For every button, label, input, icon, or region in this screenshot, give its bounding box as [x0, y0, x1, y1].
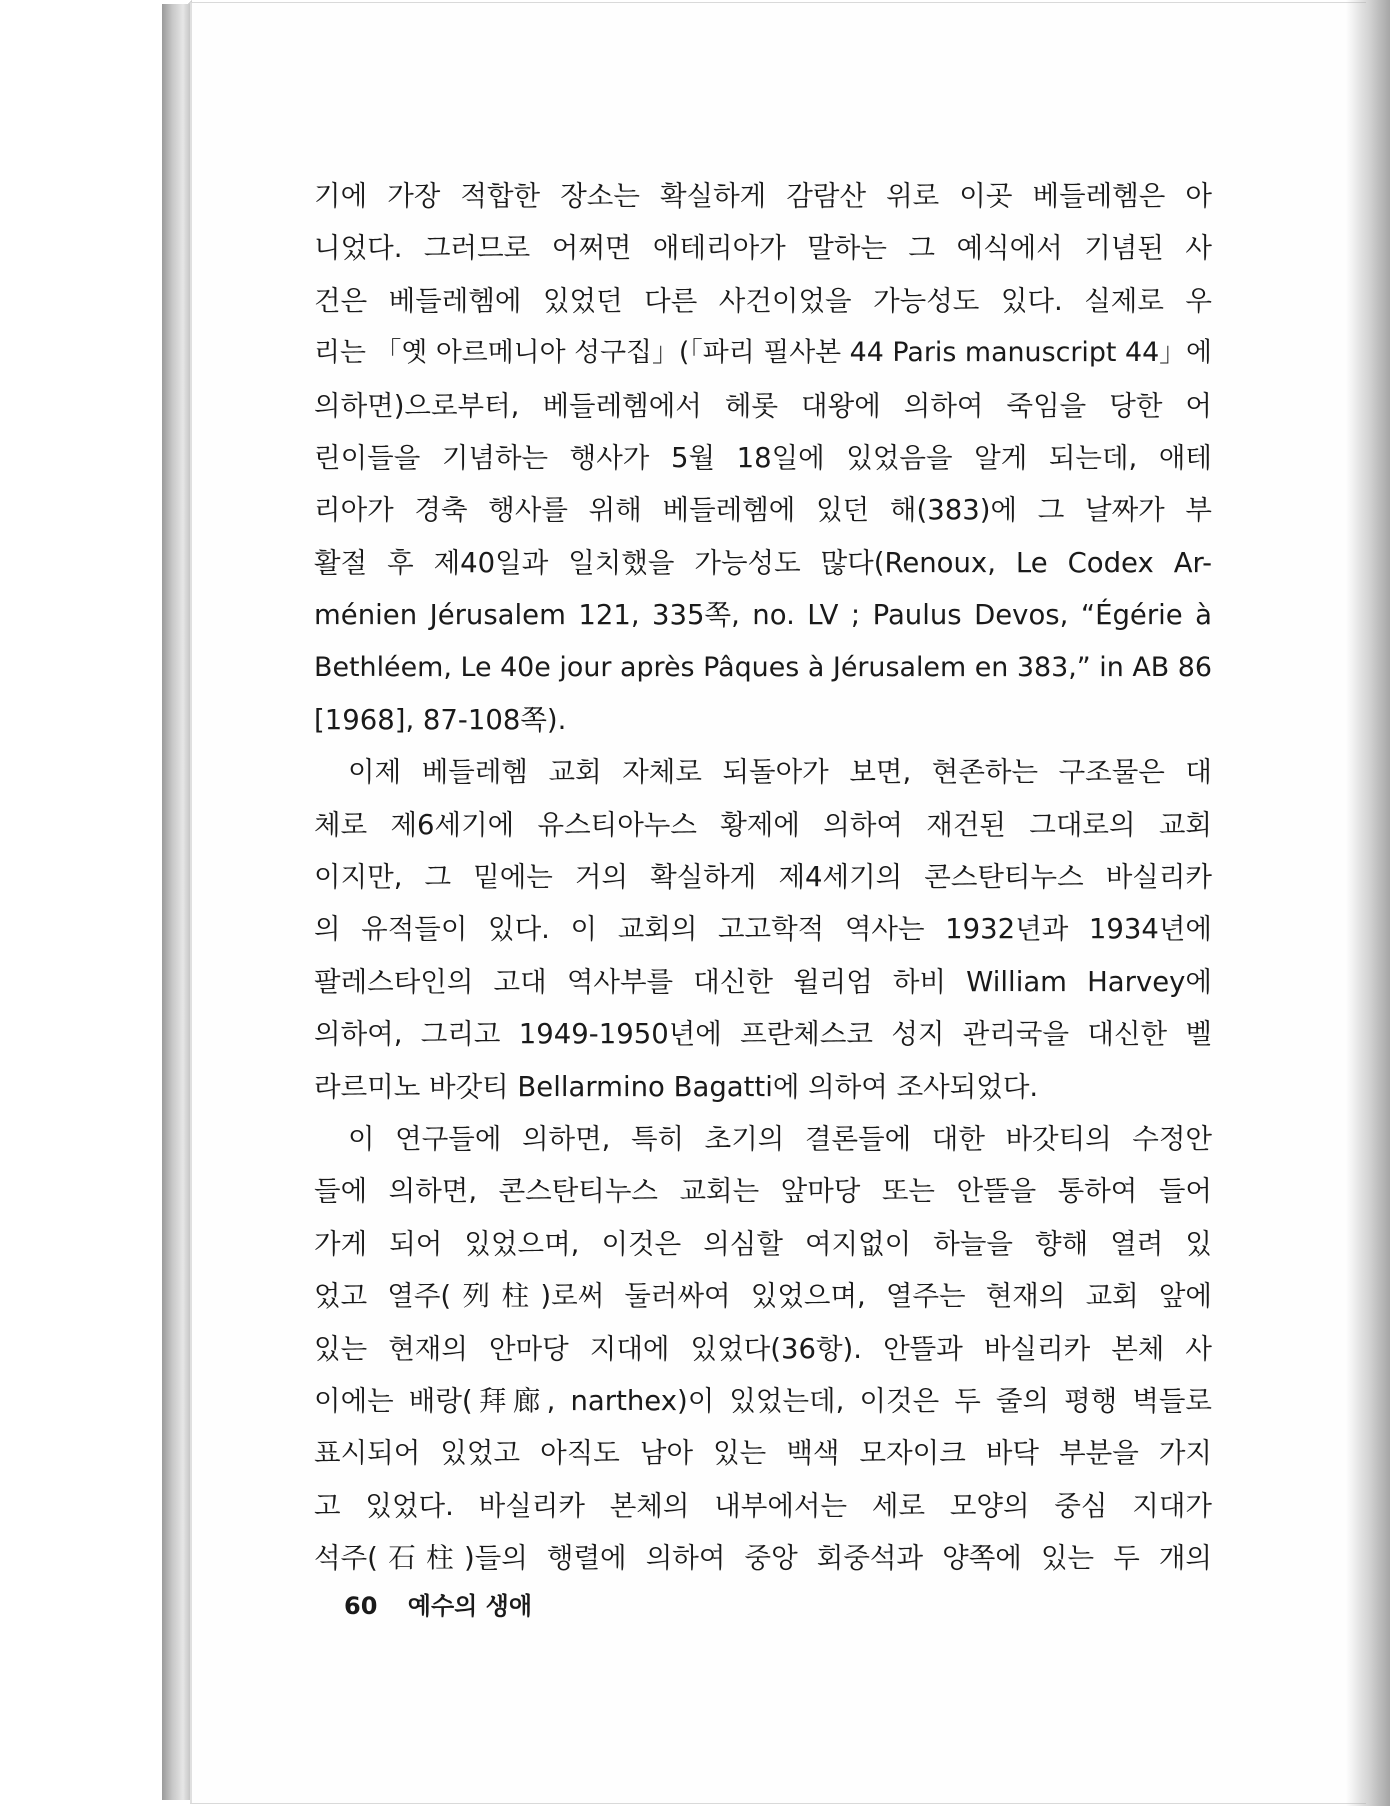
- text-line: 리아가 경축 행사를 위해 베들레헴에 있던 해(383)에 그 날짜가 부: [314, 494, 1212, 527]
- book-spine: [162, 4, 192, 1800]
- text-line: 리는 「옛 아르메니아 성구집」(「파리 필사본 44 Paris manuscript 44」에: [314, 337, 1212, 369]
- text-line: 있는 현재의 안마당 지대에 있었다(36항). 안뜰과 바실리카 본체 사: [314, 1332, 1212, 1365]
- text-line: ménien Jérusalem 121, 335쪽, no. LV ; Paulus Devos, “Égérie à: [314, 599, 1212, 632]
- text-line: 었고 열주(列柱)로써 둘러싸여 있었으며, 열주는 현재의 교회 앞에: [314, 1280, 1212, 1313]
- text-line: [1968], 87-108쪽).: [314, 703, 567, 736]
- page-number: 60: [344, 1592, 378, 1620]
- text-line: 이에는 배랑(拜廊, narthex)이 있었는데, 이것은 두 줄의 평행 벽들로: [314, 1384, 1212, 1417]
- running-title: 예수의 생애: [407, 1592, 533, 1620]
- text-line: 건은 베들레헴에 있었던 다른 사건이었을 가능성도 있다. 실제로 우: [314, 284, 1212, 317]
- text-line: 활절 후 제40일과 일치했을 가능성도 많다(Renoux, Le Codex Ar-: [314, 546, 1212, 579]
- paragraph-start-line: 이 연구들에 의하면, 특히 초기의 결론들에 대한 바갓티의 수정안: [348, 1123, 1212, 1156]
- text-line: 린이들을 기념하는 행사가 5월 18일에 있었음을 알게 되는데, 애테: [314, 441, 1212, 474]
- text-line: Bethléem, Le 40e jour après Pâques à Jérusalem en 383,” in AB 86: [314, 651, 1212, 683]
- paragraph-start-line: 이제 베들레헴 교회 자체로 되돌아가 보면, 현존하는 구조물은 대: [348, 756, 1212, 789]
- text-line: 표시되어 있었고 아직도 남아 있는 백색 모자이크 바닥 부분을 가지: [314, 1437, 1212, 1470]
- text-line: 이지만, 그 밑에는 거의 확실하게 제4세기의 콘스탄티누스 바실리카: [314, 861, 1212, 894]
- text-line: 의 유적들이 있다. 이 교회의 고고학적 역사는 1932년과 1934년에: [314, 913, 1212, 946]
- text-line: 기에 가장 적합한 장소는 확실하게 감람산 위로 이곳 베들레헴은 아: [314, 180, 1212, 212]
- text-line: 석주(石柱)들의 행렬에 의하여 중앙 회중석과 양쪽에 있는 두 개의: [314, 1542, 1212, 1575]
- text-line: 고 있었다. 바실리카 본체의 내부에서는 세로 모양의 중심 지대가: [314, 1489, 1212, 1522]
- text-line: 들에 의하면, 콘스탄티누스 교회는 앞마당 또는 안뜰을 통하여 들어: [314, 1175, 1212, 1208]
- body-text: [314, 170, 1212, 1585]
- text-line: 체로 제6세기에 유스티아누스 황제에 의하여 재건된 그대로의 교회: [314, 808, 1212, 841]
- page-edge-shadow: [1346, 0, 1390, 1806]
- text-line: 라르미노 바갓티 Bellarmino Bagatti에 의하여 조사되었다.: [314, 1070, 1039, 1103]
- text-line: 니었다. 그러므로 어쩌면 애테리아가 말하는 그 예식에서 기념된 사: [314, 232, 1212, 265]
- text-line: 의하면)으로부터, 베들레헴에서 헤롯 대왕에 의하여 죽임을 당한 어: [314, 389, 1212, 422]
- text-line: 의하여, 그리고 1949-1950년에 프란체스코 성지 관리국을 대신한 벨: [314, 1018, 1212, 1051]
- text-line: 팔레스타인의 고대 역사부를 대신한 윌리엄 하비 William Harvey에: [314, 965, 1212, 998]
- text-line: 가게 되어 있었으며, 이것은 의심할 여지없이 하늘을 향해 열려 있: [314, 1227, 1212, 1260]
- page-footer: [344, 1586, 532, 1621]
